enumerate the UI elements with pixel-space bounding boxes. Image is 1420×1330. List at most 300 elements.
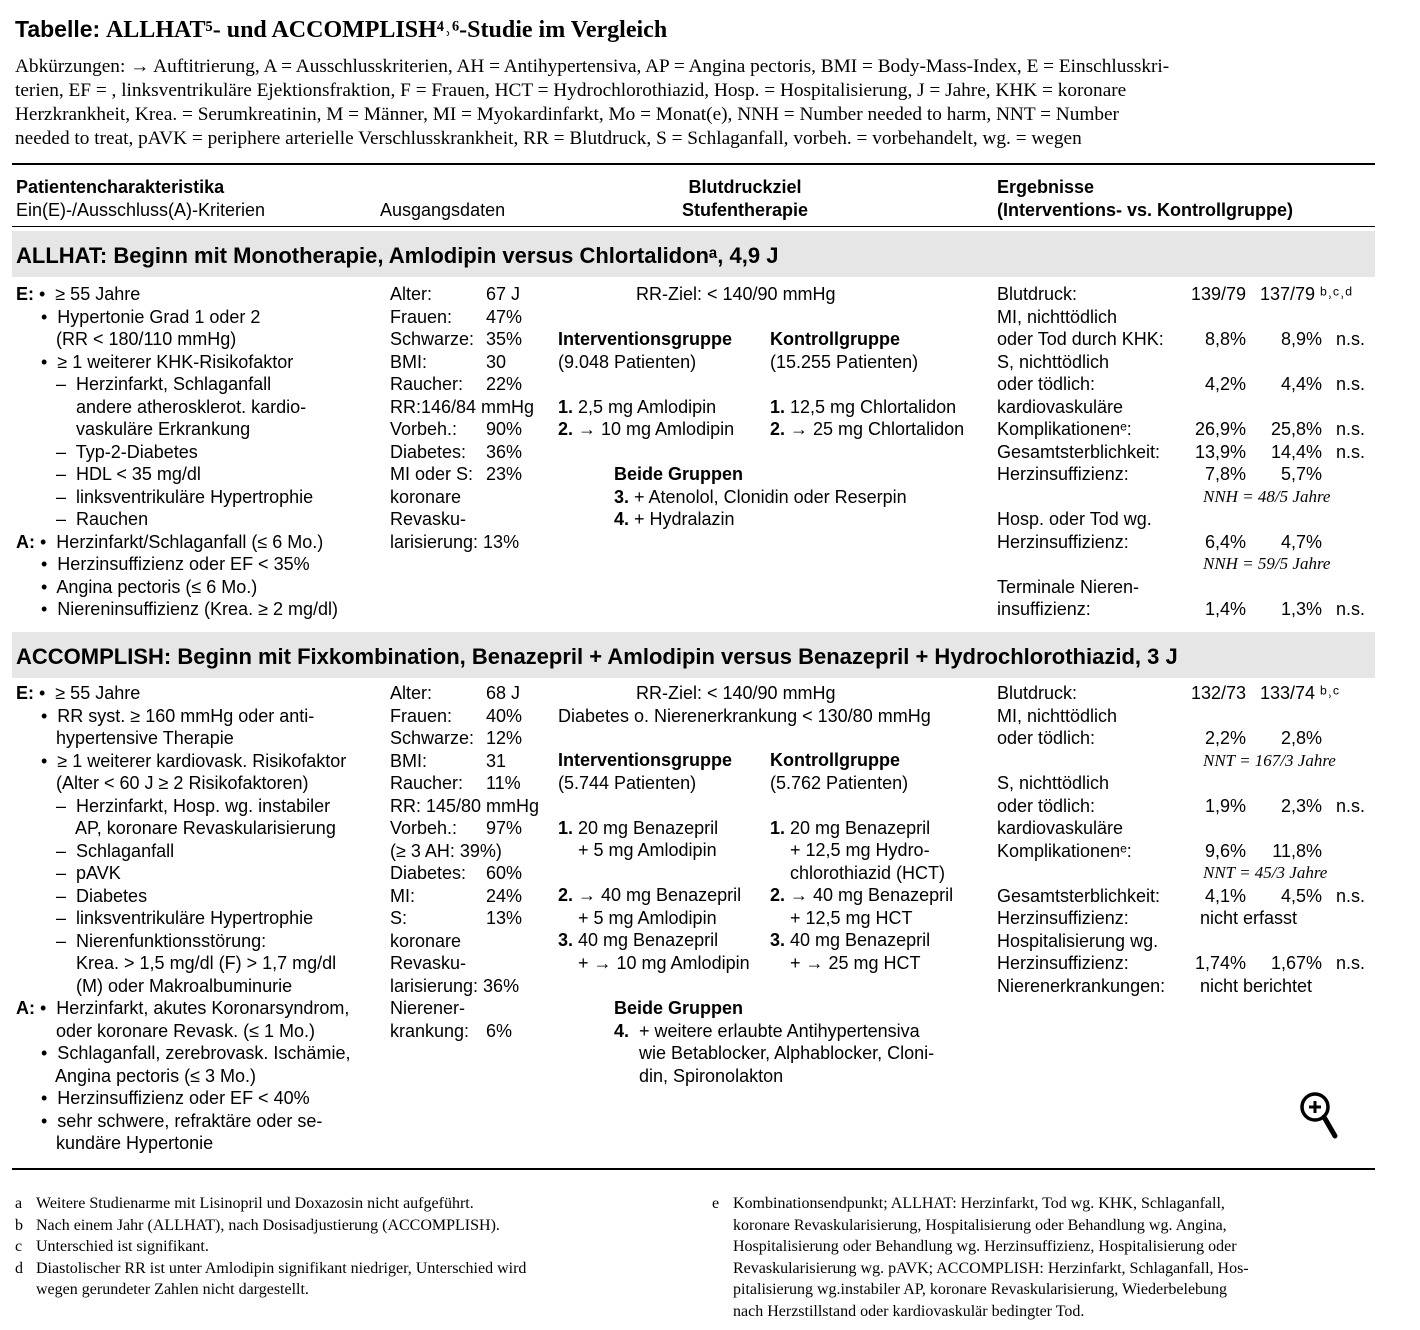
criteria-item: Angina pectoris (≤ 3 Mo.)	[16, 1065, 256, 1086]
baseline-label: Alter:	[390, 284, 433, 304]
result-significance	[1336, 396, 1365, 419]
allhat-both-groups	[614, 463, 907, 531]
col-header-target	[640, 176, 850, 222]
footnote-text: nach Herzstillstand oder kardiovaskulär bedingter Tod.	[733, 1302, 1085, 1320]
criteria-item: – Herzinfarkt, Schlaganfall	[16, 374, 272, 394]
therapy-step: 3. 40 mg Benazepril	[770, 930, 931, 950]
result-label: S, nichttödlich	[997, 773, 1110, 793]
result-value	[1260, 907, 1322, 930]
result-value	[1160, 306, 1246, 329]
result-label: Herzinsuffizienz:	[997, 531, 1129, 552]
baseline-label: Revasku-	[390, 953, 467, 973]
therapy-step: wie Betablocker, Alphablocker, Cloni-	[614, 1043, 935, 1063]
footnote-mark: b	[15, 1216, 23, 1234]
zoom-in-icon[interactable]	[1298, 1090, 1342, 1140]
baseline-label: koronare	[390, 930, 462, 951]
criteria-item: – pAVK	[16, 863, 121, 883]
baseline-label: Alter:	[390, 683, 433, 703]
footnote-text: Hospitalisierung oder Behandlung wg. Herzinsuffizienz, Hospitalisierung oder	[733, 1238, 1237, 1255]
baseline-value	[486, 396, 522, 419]
result-value: nicht erfasst	[1200, 908, 1298, 928]
footnote-text: Weitere Studienarme mit Lisinopril und Doxazosin nicht aufgeführt.	[36, 1195, 474, 1212]
result-value: 137/79 ᵇ˒ᶜ˒ᵈ	[1260, 284, 1353, 304]
result-value	[1160, 930, 1246, 953]
criteria-item: • ≥ 1 weiterer KHK-Risikofaktor	[16, 351, 294, 372]
footnote-mark: a	[15, 1195, 23, 1212]
abbreviation-line: needed to treat, pAVK = periphere arterielle Verschlusskrankheit, RR = Blutdruck, S = Schlaganfall, vorbeh. = vorbehandelt, wg. = wegen	[15, 128, 1082, 149]
therapy-step: (5.762 Patienten)	[770, 772, 909, 793]
criteria-item: AP, koronare Revaskularisierung	[16, 818, 336, 838]
result-significance: n.s.	[1336, 374, 1366, 394]
therapy-step: (5.744 Patienten)	[558, 772, 697, 793]
result-label: Terminale Nieren-	[997, 576, 1140, 597]
result-value	[1160, 705, 1246, 728]
therapy-step: 4. + weitere erlaubte Antihypertensiva	[614, 1020, 920, 1041]
result-value: NNT = 167/3 Jahre	[1203, 750, 1336, 770]
footnote-text: Unterschied ist signifikant.	[36, 1238, 209, 1255]
result-value: 26,9%	[1194, 419, 1246, 439]
result-value	[1260, 508, 1322, 531]
baseline-value	[486, 508, 522, 531]
criteria-item: • ≥ 1 weiterer kardiovask. Risikofaktor	[16, 750, 347, 771]
result-significance: n.s.	[1336, 329, 1366, 349]
result-significance	[1336, 907, 1365, 930]
criteria-item: – Herzinfarkt, Hosp. wg. instabiler	[16, 795, 331, 816]
result-label: oder Tod durch KHK:	[997, 329, 1164, 349]
therapy-step	[770, 373, 964, 396]
criteria-item: – Schlaganfall	[16, 840, 175, 861]
baseline-value: 35%	[486, 329, 523, 349]
accomplish-control-group	[770, 749, 953, 974]
result-value: 8,9%	[1280, 329, 1322, 349]
allhat-baseline-values	[486, 283, 522, 553]
result-value: 139/79	[1190, 284, 1246, 304]
baseline-value: 97%	[486, 818, 523, 838]
baseline-label: MI oder S:	[390, 464, 474, 484]
baseline-label: krankung:	[390, 1020, 470, 1041]
result-label: Gesamtsterblichkeit:	[997, 885, 1161, 906]
result-value: NNH = 59/5 Jahre	[1203, 554, 1331, 573]
result-value	[1260, 862, 1322, 885]
col-header-line: Ergebnisse	[997, 177, 1095, 197]
divider-header	[12, 226, 1375, 227]
result-significance	[1336, 682, 1365, 705]
result-value: 4,4%	[1280, 374, 1322, 394]
therapy-step: (15.255 Patienten)	[770, 351, 919, 372]
criteria-item: • sehr schwere, refraktäre oder se-	[16, 1110, 323, 1131]
accomplish-bp-target	[558, 682, 931, 727]
result-significance	[1336, 351, 1365, 374]
therapy-step: Kontrollgruppe	[770, 329, 900, 349]
therapy-step	[558, 373, 734, 396]
result-label: Hospitalisierung wg.	[997, 930, 1159, 951]
therapy-step: Kontrollgruppe	[770, 750, 900, 770]
therapy-step: Beide Gruppen	[614, 998, 744, 1018]
criteria-item: A: • Herzinfarkt/Schlaganfall (≤ 6 Mo.)	[16, 531, 324, 552]
baseline-value: 30	[486, 351, 507, 372]
baseline-label: BMI:	[390, 351, 428, 372]
footnote-mark: d	[15, 1259, 23, 1277]
therapy-step: 1. 12,5 mg Chlortalidon	[770, 396, 957, 417]
result-value: 25,8%	[1270, 419, 1322, 439]
result-significance	[1336, 463, 1365, 486]
result-significance: n.s.	[1336, 795, 1366, 816]
therapy-step: 4. + Hydralazin	[614, 509, 735, 529]
result-value	[1160, 576, 1246, 599]
result-value	[1260, 750, 1322, 773]
baseline-label: (≥ 3 AH: 39%)	[390, 840, 502, 861]
result-value	[1160, 817, 1246, 840]
criteria-item: • Hypertonie Grad 1 oder 2	[16, 306, 261, 327]
result-significance	[1336, 772, 1365, 795]
section-heading-allhat	[12, 231, 1375, 277]
zoom-in-icon-graphic	[1298, 1090, 1342, 1140]
therapy-step: 2. → 25 mg Chlortalidon	[770, 419, 965, 439]
baseline-value: 11%	[486, 773, 521, 793]
therapy-step: Interventionsgruppe	[558, 329, 733, 349]
therapy-step: + 5 mg Amlodipin	[558, 840, 717, 860]
col-header-results	[997, 176, 1293, 222]
therapy-step: + 12,5 mg HCT	[770, 907, 913, 928]
therapy-step: 2. → 40 mg Benazepril	[770, 885, 954, 905]
baseline-label: larisierung: 36%	[390, 975, 520, 996]
result-label: kardiovaskuläre	[997, 396, 1124, 417]
result-value: 7,8%	[1204, 464, 1246, 484]
allhat-results-significance	[1336, 283, 1365, 621]
page-title	[15, 16, 667, 44]
baseline-label: BMI:	[390, 750, 428, 771]
result-significance	[1336, 553, 1365, 576]
result-value: 2,2%	[1204, 728, 1246, 748]
result-significance: n.s.	[1336, 419, 1366, 439]
baseline-label: S:	[390, 908, 408, 928]
criteria-item: vaskuläre Erkrankung	[16, 419, 251, 439]
baseline-value: 13%	[486, 908, 523, 928]
criteria-item: • Niereninsuffizienz (Krea. ≥ 2 mg/dl)	[16, 599, 338, 619]
result-value: 4,7%	[1280, 531, 1322, 552]
criteria-item: – Nierenfunktionsstörung:	[16, 930, 267, 951]
therapy-step: + → 10 mg Amlodipin	[558, 952, 750, 973]
footnote-text: wegen gerundeter Zahlen nicht dargestellt.	[36, 1281, 309, 1298]
result-label: Herzinsuffizienz:	[997, 908, 1129, 928]
result-significance: n.s.	[1336, 441, 1366, 462]
baseline-label: RR:146/84 mmHg	[390, 396, 535, 417]
col-header-line: Stufentherapie	[681, 200, 809, 220]
footnotes-right	[712, 1193, 1402, 1323]
baseline-value	[486, 486, 522, 509]
criteria-item: (Alter < 60 J ≥ 2 Risikofaktoren)	[16, 773, 309, 793]
baseline-label: Raucher:	[390, 773, 464, 793]
result-significance	[1336, 306, 1365, 329]
result-value	[1260, 351, 1322, 374]
baseline-value	[486, 531, 522, 554]
baseline-label: Frauen:	[390, 306, 453, 327]
result-label: Hosp. oder Tod wg.	[997, 509, 1152, 529]
result-label: Komplikationenᵉ:	[997, 419, 1132, 439]
abbreviation-line: Herzkrankheit, Krea. = Serumkreatinin, M = Männer, MI = Myokardinfarkt, Mo = Monat(e), NNH = Number needed to harm, NNT = Number	[15, 104, 1119, 125]
footnote-text: Revaskularisierung wg. pAVK; ACCOMPLISH: Herzinfarkt, Schlaganfall, Hos-	[733, 1259, 1249, 1277]
therapy-step: (9.048 Patienten)	[558, 351, 697, 372]
footnote-mark: e	[712, 1195, 720, 1212]
result-value: nicht berichtet	[1200, 975, 1313, 996]
baseline-value: 23%	[486, 464, 523, 484]
col-header-line: Patientencharakteristika	[16, 177, 225, 197]
baseline-value: 31	[486, 750, 507, 771]
allhat-bp-target: RR-Ziel: < 140/90 mmHg	[636, 284, 836, 304]
title-text: Tabelle:	[15, 16, 101, 42]
baseline-value	[486, 795, 522, 818]
bp-target-line: RR-Ziel: < 140/90 mmHg	[636, 683, 836, 703]
baseline-label: Revasku-	[390, 509, 467, 529]
allhat-control-group	[770, 328, 964, 441]
allhat-intervention-group	[558, 328, 734, 441]
baseline-value: 12%	[486, 728, 523, 748]
result-value	[1160, 508, 1246, 531]
baseline-value	[486, 840, 522, 863]
abbreviation-legend	[15, 55, 1375, 151]
therapy-step: + 12,5 mg Hydro-	[770, 840, 930, 860]
therapy-step	[558, 862, 750, 885]
result-value	[1260, 486, 1322, 509]
result-label: MI, nichttödlich	[997, 705, 1118, 726]
baseline-value	[486, 997, 522, 1020]
criteria-item: E: • ≥ 55 Jahre	[16, 683, 141, 703]
result-value: 6,4%	[1204, 531, 1246, 552]
col-header-line: (Interventions- vs. Kontrollgruppe)	[997, 200, 1294, 220]
result-label: oder tödlich:	[997, 374, 1096, 394]
col-header-criteria: Ein(E)-/Ausschluss(A)-Kriterien	[16, 200, 266, 220]
criteria-item: • RR syst. ≥ 160 mmHg oder anti-	[16, 705, 315, 726]
criteria-item: kundäre Hypertonie	[16, 1133, 214, 1153]
footnote-mark: c	[15, 1238, 23, 1255]
result-significance	[1336, 930, 1365, 953]
criteria-item: – Typ-2-Diabetes	[16, 441, 198, 462]
result-label: Gesamtsterblichkeit:	[997, 441, 1161, 462]
baseline-value: 22%	[486, 374, 523, 394]
result-significance	[1336, 840, 1365, 863]
baseline-value	[486, 930, 522, 953]
divider-top	[12, 163, 1375, 165]
result-label: Blutdruck:	[997, 284, 1078, 304]
baseline-label: Raucher:	[390, 374, 464, 394]
therapy-step	[770, 794, 953, 817]
result-value: 11,8%	[1272, 840, 1322, 861]
result-significance	[1336, 705, 1365, 728]
result-value: 133/74 ᵇ˒ᶜ	[1260, 683, 1340, 703]
abbreviation-line: Abkürzungen: → Auftitrierung, A = Ausschlusskriterien, AH = Antihypertensiva, AP = Angina pectoris, BMI = Body-Mass-Index, E = Einschlusskri-	[15, 56, 1170, 77]
result-value: 9,6%	[1204, 840, 1246, 861]
result-value: NNT = 45/3 Jahre	[1203, 863, 1328, 882]
therapy-step: 1. 2,5 mg Amlodipin	[558, 396, 717, 417]
title-subject: ALLHAT⁵- und ACCOMPLISH⁴˒⁶-Studie im Vergleich	[105, 17, 668, 43]
accomplish-both-groups	[614, 997, 934, 1087]
footnotes-left	[15, 1193, 695, 1313]
result-significance	[1336, 975, 1365, 998]
result-value	[1160, 396, 1246, 419]
therapy-step: 1. 20 mg Benazepril	[558, 817, 719, 838]
baseline-value	[486, 975, 522, 998]
accomplish-results-labels	[997, 682, 1165, 997]
criteria-item: A: • Herzinfarkt, akutes Koronarsyndrom,	[16, 998, 350, 1018]
result-significance: n.s.	[1336, 885, 1366, 906]
result-significance: n.s.	[1336, 953, 1366, 973]
result-value	[1260, 306, 1322, 329]
criteria-item: • Schlaganfall, zerebrovask. Ischämie,	[16, 1043, 351, 1063]
result-significance: n.s.	[1336, 599, 1366, 619]
accomplish-intervention-group	[558, 749, 750, 974]
result-value	[1160, 351, 1246, 374]
section-heading-text: ACCOMPLISH: Beginn mit Fixkombination, Benazepril + Amlodipin versus Benazepril + Hydrochlorothiazid, 3 J	[16, 644, 1178, 669]
baseline-value	[486, 952, 522, 975]
result-significance	[1336, 508, 1365, 531]
baseline-label: Vorbeh.:	[390, 818, 458, 838]
baseline-label: Diabetes:	[390, 863, 467, 883]
criteria-item: Krea. > 1,5 mg/dl (F) > 1,7 mg/dl	[16, 953, 337, 973]
result-value: 1,74%	[1194, 953, 1246, 973]
criteria-item: – linksventrikuläre Hypertrophie	[16, 908, 314, 928]
baseline-label: Diabetes:	[390, 441, 467, 462]
result-value	[1260, 576, 1322, 599]
baseline-label: Vorbeh.:	[390, 419, 458, 439]
therapy-step	[558, 794, 750, 817]
therapy-step: chlorothiazid (HCT)	[770, 862, 946, 883]
result-significance	[1336, 283, 1365, 306]
result-label: oder tödlich:	[997, 728, 1096, 748]
baseline-value: 47%	[486, 306, 523, 327]
result-value: 2,8%	[1280, 728, 1322, 748]
accomplish-criteria-list	[16, 682, 350, 1155]
result-label: Komplikationenᵉ:	[997, 840, 1132, 861]
criteria-item: • Angina pectoris (≤ 6 Mo.)	[16, 576, 258, 597]
baseline-value: 40%	[486, 705, 523, 726]
result-significance	[1336, 817, 1365, 840]
result-value	[1260, 396, 1322, 419]
result-value: 1,3%	[1280, 599, 1322, 619]
abbreviation-line: terien, EF = , linksventrikuläre Ejektionsfraktion, F = Frauen, HCT = Hydrochlorothiazid, Hosp. = Hospitalisierung, J = Jahre, KHK = koronare	[15, 80, 1127, 101]
result-significance	[1336, 750, 1365, 773]
result-value: 1,4%	[1204, 599, 1246, 619]
baseline-value: 24%	[486, 885, 523, 906]
baseline-label: RR: 145/80 mmHg	[390, 795, 540, 816]
result-value: 4,1%	[1204, 885, 1246, 906]
result-label: oder tödlich:	[997, 795, 1096, 816]
section-heading-accomplish	[12, 632, 1375, 678]
result-significance	[1336, 486, 1365, 509]
result-value: 13,9%	[1194, 441, 1246, 462]
therapy-step: 3. 40 mg Benazepril	[558, 930, 719, 950]
therapy-step: 3. + Atenolol, Clonidin oder Reserpin	[614, 486, 907, 507]
result-value	[1260, 553, 1322, 576]
result-value: 8,8%	[1204, 329, 1246, 349]
criteria-item: E: • ≥ 55 Jahre	[16, 284, 141, 304]
result-label: MI, nichttödlich	[997, 306, 1118, 327]
result-label: Blutdruck:	[997, 683, 1078, 703]
bp-target-line: Diabetes o. Nierenerkrankung < 130/80 mmHg	[558, 705, 931, 726]
result-value: 1,67%	[1270, 953, 1322, 973]
result-value: 5,7%	[1280, 464, 1322, 484]
result-value	[1260, 705, 1322, 728]
accomplish-results-significance	[1336, 682, 1365, 997]
footnote-text: koronare Revaskularisierung, Hospitalisierung oder Behandlung wg. Angina,	[733, 1216, 1227, 1234]
baseline-label: Nierener-	[390, 998, 466, 1018]
therapy-step: + 5 mg Amlodipin	[558, 907, 717, 928]
therapy-step: + → 25 mg HCT	[770, 952, 921, 973]
footnote-text: Diastolischer RR ist unter Amlodipin signifikant niedriger, Unterschied wird	[36, 1259, 527, 1277]
result-significance	[1336, 531, 1365, 554]
result-value: 4,5%	[1280, 885, 1322, 906]
result-value	[1260, 772, 1322, 795]
footnote-text: Kombinationsendpunkt; ALLHAT: Herzinfarkt, Tod wg. KHK, Schlaganfall,	[733, 1195, 1225, 1212]
therapy-step: din, Spironolakton	[614, 1065, 784, 1086]
therapy-step: Beide Gruppen	[614, 464, 744, 484]
baseline-value: 67 J	[486, 284, 521, 304]
result-value: 2,3%	[1280, 795, 1322, 816]
baseline-value: 68 J	[486, 683, 521, 703]
section-heading-text: ALLHAT: Beginn mit Monotherapie, Amlodipin versus Chlortalidonᵃ, 4,9 J	[16, 243, 779, 268]
criteria-item: (RR < 180/110 mmHg)	[16, 329, 237, 349]
baseline-value: 90%	[486, 419, 523, 439]
criteria-item: • Herzinsuffizienz oder EF < 40%	[16, 1088, 310, 1108]
result-value: 132/73	[1190, 683, 1246, 703]
therapy-step: 2. → 10 mg Amlodipin	[558, 419, 735, 439]
baseline-label: MI:	[390, 885, 415, 906]
criteria-item: – linksventrikuläre Hypertrophie	[16, 486, 314, 507]
therapy-step: Interventionsgruppe	[558, 750, 733, 770]
baseline-label: Frauen:	[390, 705, 453, 726]
result-label: Herzinsuffizienz:	[997, 464, 1129, 484]
divider-bottom	[12, 1168, 1375, 1170]
criteria-item: • Herzinsuffizienz oder EF < 35%	[16, 554, 310, 574]
col-header-baseline: Ausgangsdaten	[380, 200, 506, 220]
result-significance	[1336, 862, 1365, 885]
footnote-text: Nach einem Jahr (ALLHAT), nach Dosisadjustierung (ACCOMPLISH).	[36, 1216, 500, 1234]
result-label: kardiovaskuläre	[997, 818, 1124, 838]
accomplish-baseline-values	[486, 682, 522, 1042]
criteria-item: andere atherosklerot. kardio-	[16, 396, 307, 417]
col-header-line: Blutdruckziel	[688, 177, 802, 197]
baseline-label: Schwarze:	[390, 329, 475, 349]
result-label: Nierenerkrankungen:	[997, 975, 1166, 996]
result-value: NNH = 48/5 Jahre	[1203, 486, 1331, 506]
criteria-item: (M) oder Makroalbuminurie	[16, 975, 293, 996]
result-value	[1260, 975, 1322, 998]
criteria-item: – Diabetes	[16, 885, 148, 906]
result-value: 14,4%	[1270, 441, 1322, 462]
criteria-item: oder koronare Revask. (≤ 1 Mo.)	[16, 1020, 315, 1041]
baseline-label: Schwarze:	[390, 728, 475, 748]
col-header-patient	[16, 176, 224, 199]
baseline-label: larisierung: 13%	[390, 531, 520, 552]
baseline-value: 60%	[486, 863, 523, 883]
result-significance	[1336, 727, 1365, 750]
baseline-label: koronare	[390, 486, 462, 507]
result-value	[1260, 930, 1322, 953]
result-value: 4,2%	[1204, 374, 1246, 394]
result-value	[1260, 817, 1322, 840]
result-label: Herzinsuffizienz:	[997, 953, 1129, 973]
therapy-step: 1. 20 mg Benazepril	[770, 817, 931, 838]
footnote-text: pitalisierung wg.instabiler AP, koronare Revaskularisierung, Wiederbelebung	[733, 1281, 1228, 1298]
result-value: 1,9%	[1204, 795, 1246, 816]
criteria-item: hypertensive Therapie	[16, 728, 234, 748]
result-significance	[1336, 576, 1365, 599]
allhat-criteria-list	[16, 283, 338, 621]
result-label: S, nichttödlich	[997, 351, 1110, 372]
result-value	[1160, 772, 1246, 795]
criteria-item: – HDL < 35 mg/dl	[16, 464, 201, 484]
baseline-value: 36%	[486, 441, 523, 462]
criteria-item: – Rauchen	[16, 509, 149, 529]
